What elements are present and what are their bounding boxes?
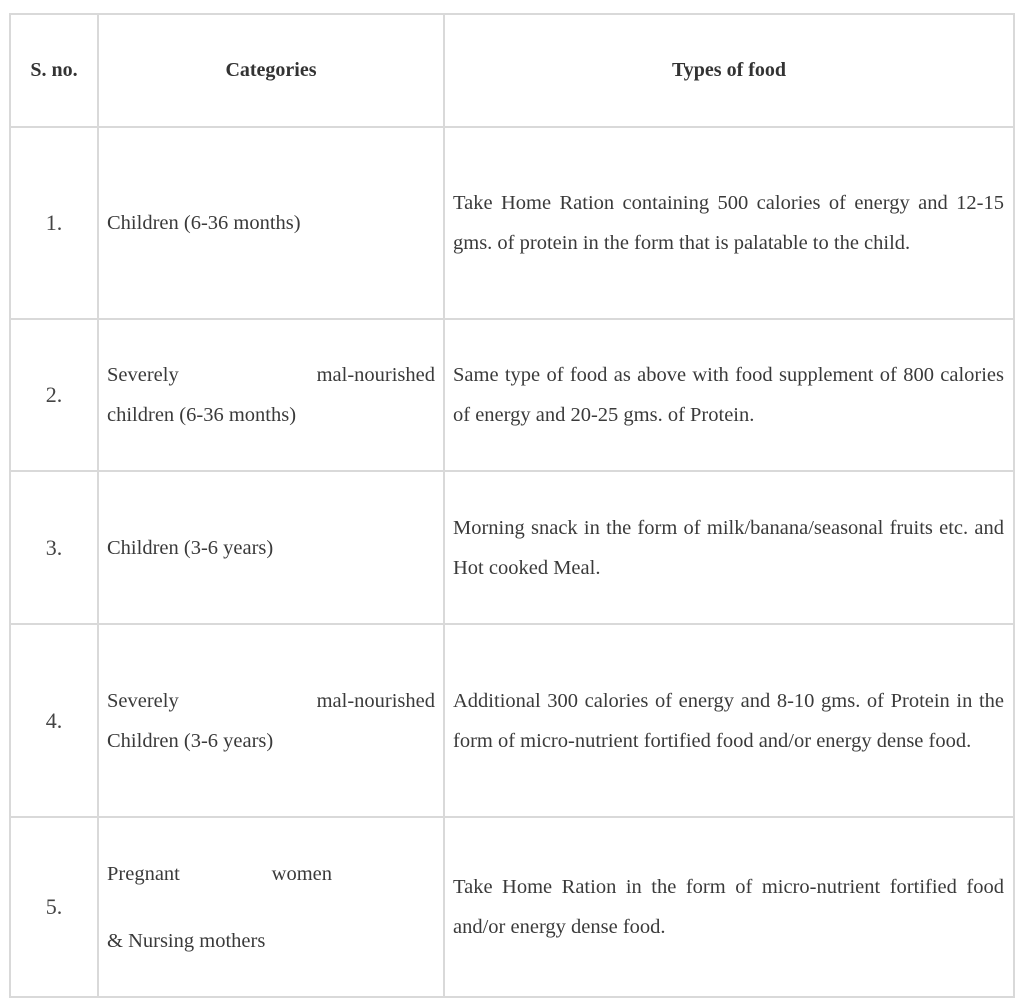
row-category xyxy=(98,319,444,471)
category-line-1: Severely mal-nourished xyxy=(107,364,435,386)
row-category: Children (6-36 months) xyxy=(98,127,444,319)
category-line-2: Children (3-6 years) xyxy=(107,729,274,752)
table-row xyxy=(10,624,1014,817)
table-row xyxy=(10,471,1014,624)
row-number: 3. xyxy=(10,471,98,624)
row-food-description: Take Home Ration containing 500 calories of energy and 12-15 gms. of protein in the form that is palatable to the child. xyxy=(444,127,1014,319)
row-food-description: Take Home Ration in the form of micro-nutrient fortified food and/or energy dense food. xyxy=(444,817,1014,997)
row-food-description: Morning snack in the form of milk/banana/seasonal fruits etc. and Hot cooked Meal. xyxy=(444,471,1014,624)
category-line-1: Pregnant women xyxy=(107,862,332,885)
category-line-1: Severely mal-nourished xyxy=(107,689,435,712)
table-row xyxy=(10,817,1014,997)
header-categories: Categories xyxy=(98,14,444,127)
table-header-row xyxy=(10,14,1014,127)
category-line-2: children (6-36 months) xyxy=(107,404,297,426)
row-category xyxy=(98,817,444,997)
row-food-description: Additional 300 calories of energy and 8-10 gms. of Protein in the form of micro-nutrient fortified food and/or energy dense food. xyxy=(444,624,1014,817)
table-row xyxy=(10,127,1014,319)
row-category: Children (3-6 years) xyxy=(98,471,444,624)
row-number: 4. xyxy=(10,624,98,817)
header-types-of-food: Types of food xyxy=(444,14,1014,127)
row-number: 5. xyxy=(10,817,98,997)
row-category xyxy=(98,624,444,817)
food-categories-table xyxy=(9,13,1015,998)
table-row xyxy=(10,319,1014,471)
row-food-description: Same type of food as above with food supplement of 800 calories of energy and 20-25 gms. of Protein. xyxy=(444,319,1014,471)
row-number: 1. xyxy=(10,127,98,319)
header-sno: S. no. xyxy=(10,14,98,127)
category-line-2: & Nursing mothers xyxy=(107,929,266,952)
row-number: 2. xyxy=(10,319,98,471)
